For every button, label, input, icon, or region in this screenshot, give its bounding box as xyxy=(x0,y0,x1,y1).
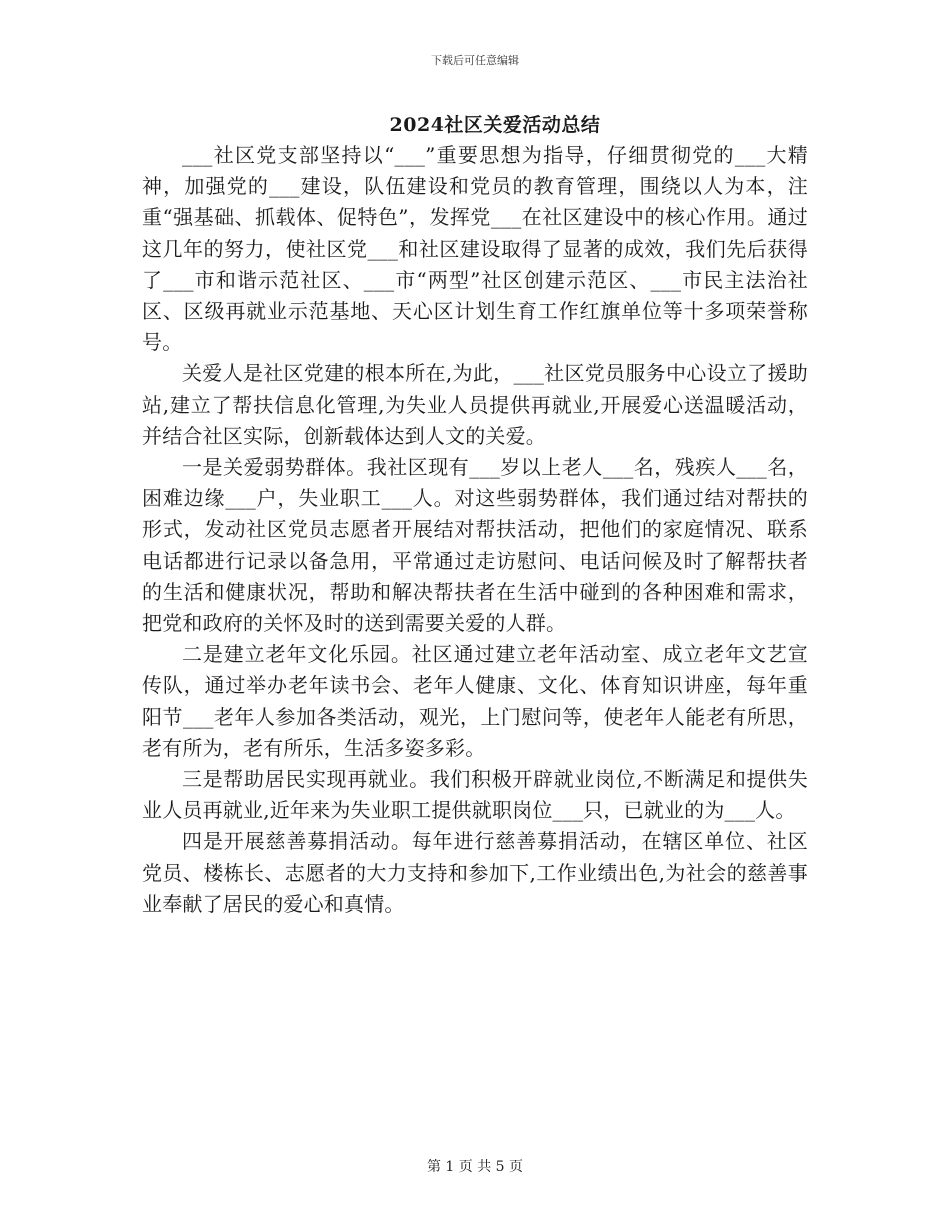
page-header-note: 下载后可任意编辑 xyxy=(431,54,519,67)
paragraph-vulnerable-groups: 一是关爱弱势群体。我社区现有___岁以上老人___名，残疾人___名，困难边缘___户，失业职工___人。对这些弱势群体，我们通过结对帮扶的形式，发动社区党员志愿者开展结对帮扶活动，把他们的家庭情况、联系电话都进行记录以备急用，平常通过走访慰问、电话问候及时了解帮扶者的生活和健康状况，帮助和解决帮扶者在生活中碰到的各种困难和需求，把党和政府的关怀及时的送到需要关爱的人群。 xyxy=(142,455,808,636)
paragraph-care-overview: 关爱人是社区党建的根本所在,为此，___社区党员服务中心设立了援助站,建立了帮扶信息化管理,为失业人员提供再就业,开展爱心送温暖活动，并结合社区实际，创新载体达到人文的关爱。 xyxy=(142,361,808,448)
page-number-footer: 第 1 页 共 5 页 xyxy=(426,1159,524,1175)
paragraph-elderly-culture: 二是建立老年文化乐园。社区通过建立老年活动室、成立老年文艺宣传队，通过举办老年读书会、老年人健康、文化、体育知识讲座，每年重阳节___老年人参加各类活动，观光，上门慰问等，使老年人能老有所思，老有所为，老有所乐，生活多姿多彩。 xyxy=(142,642,808,760)
document-title: 2024社区关爱活动总结 xyxy=(389,114,601,136)
document-body xyxy=(142,140,808,920)
paragraph-intro: ___社区党支部坚持以“___”重要思想为指导，仔细贯彻党的___大精神，加强党的___建设，队伍建设和党员的教育管理，围绕以人为本，注重“强基础、抓载体、促特色”，发挥党___在社区建设中的核心作用。通过这几年的努力，使社区党___和社区建设取得了显著的成效，我们先后获得了___市和谐示范社区、___市“两型”社区创建示范区、___市民主法治社区、区级再就业示范基地、天心区计划生育工作红旗单位等十多项荣誉称号。 xyxy=(142,143,808,355)
paragraph-charity: 四是开展慈善募捐活动。每年进行慈善募捐活动，在辖区单位、社区党员、楼栋长、志愿者的大力支持和参加下,工作业绩出色,为社会的慈善事业奉献了居民的爱心和真情。 xyxy=(142,829,808,916)
paragraph-reemployment: 三是帮助居民实现再就业。我们积极开辟就业岗位,不断满足和提供失业人员再就业,近年来为失业职工提供就职岗位___只，已就业的为___人。 xyxy=(142,767,808,823)
